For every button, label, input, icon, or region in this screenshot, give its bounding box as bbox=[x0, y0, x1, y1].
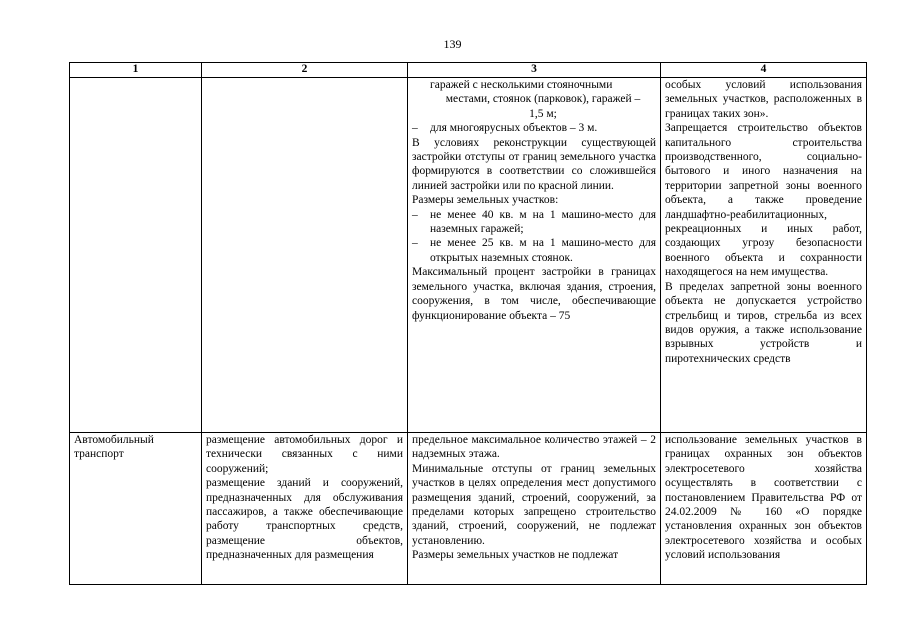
continued-line: гаражей с несколькими стояночными bbox=[430, 79, 613, 91]
cell-parameters bbox=[408, 433, 661, 585]
paragraph: В условиях реконструкции существующей застройки отступы от границ земельного участка формируются в соответствии со сложившейся линией застройки или по красной линии. bbox=[412, 136, 656, 192]
list-item-text: не менее 25 кв. м на 1 машино-место для открытых наземных стоянок. bbox=[430, 237, 656, 264]
list-item-text: не менее 40 кв. м на 1 машино-место для наземных гаражей; bbox=[430, 208, 656, 236]
table-header-row bbox=[70, 63, 867, 78]
cell-restrictions bbox=[661, 78, 867, 433]
paragraph: размещение автомобильных дорог и технически связанных с ними сооружений; bbox=[206, 434, 403, 475]
cell-parameters bbox=[408, 78, 661, 433]
continued-line: 1,5 м; bbox=[529, 107, 557, 120]
column-header-2: 2 bbox=[202, 63, 408, 78]
cell-use-type bbox=[70, 78, 202, 433]
cell-use-description bbox=[202, 433, 408, 585]
table-row bbox=[70, 78, 867, 433]
paragraph: особых условий использования земельных участков, расположенных в границах таких зон». bbox=[665, 79, 862, 120]
paragraph: Минимальные отступы от границ земельных участков в целях определения мест допустимого размещения зданий, строений, сооружений, за пределами которых запрещено строительство зданий, строений, сооружений, не подлежат установлению. bbox=[412, 462, 656, 547]
continued-line: местами, стоянок (парковок), гаражей – bbox=[445, 93, 641, 106]
cell-restrictions bbox=[661, 433, 867, 585]
list-item bbox=[412, 208, 656, 237]
paragraph: Размеры земельных участков не подлежат bbox=[412, 549, 619, 562]
dash-bullet: – bbox=[412, 208, 418, 221]
paragraph: использование земельных участков в границах охранных зон объектов электросетевого хозяйства осуществлять в соответствии с постановлением Правительства РФ от 24.02.2009 № 160 «О порядке установления охранных зон объектов электросетевого хозяйства и особых условий использования bbox=[665, 434, 862, 562]
column-header-3: 3 bbox=[408, 63, 661, 78]
cell-use-description bbox=[202, 78, 408, 433]
paragraph: Размеры земельных участков: bbox=[412, 194, 559, 207]
cell-use-type: Автомобильный транспорт bbox=[70, 433, 202, 585]
dash-bullet: – bbox=[412, 237, 418, 250]
column-header-4: 4 bbox=[661, 63, 867, 78]
paragraph: размещение зданий и сооружений, предназначенных для обслуживания пассажиров, а также обеспечивающие работу транспортных средств, размещение объектов, предназначенных для размещения bbox=[206, 477, 403, 562]
paragraph: В пределах запретной зоны военного объекта не допускается устройство стрельбищ и тиров, стрельба из всех видов оружия, а также использование взрывных устройств и пиротехнических средств bbox=[665, 280, 862, 365]
paragraph: Запрещается строительство объектов капитального строительства производственного, социально-бытового и иного назначения на территории запретной зоны военного объекта, а также проведение ландшафтно-реабилитационных, рекреационных и иных работ, создающих угрозу безопасности военного объекта и сохранности находящегося на нем имущества. bbox=[665, 122, 862, 279]
list-item-text: для многоярусных объектов – 3 м. bbox=[430, 122, 598, 135]
regulations-table bbox=[69, 62, 867, 585]
dash-bullet: – bbox=[412, 122, 418, 135]
continued-text bbox=[412, 78, 656, 121]
paragraph: Максимальный процент застройки в границах земельного участка, включая здания, строения, сооружения, в том числе, обеспечивающие функционирование объекта – 75 bbox=[412, 266, 656, 322]
paragraph: предельное максимальное количество этажей – 2 надземных этажа. bbox=[412, 434, 656, 461]
column-header-1: 1 bbox=[70, 63, 202, 78]
list-item bbox=[412, 236, 656, 265]
list-item bbox=[412, 121, 656, 135]
page-number: 139 bbox=[443, 37, 462, 51]
table-row bbox=[70, 433, 867, 585]
